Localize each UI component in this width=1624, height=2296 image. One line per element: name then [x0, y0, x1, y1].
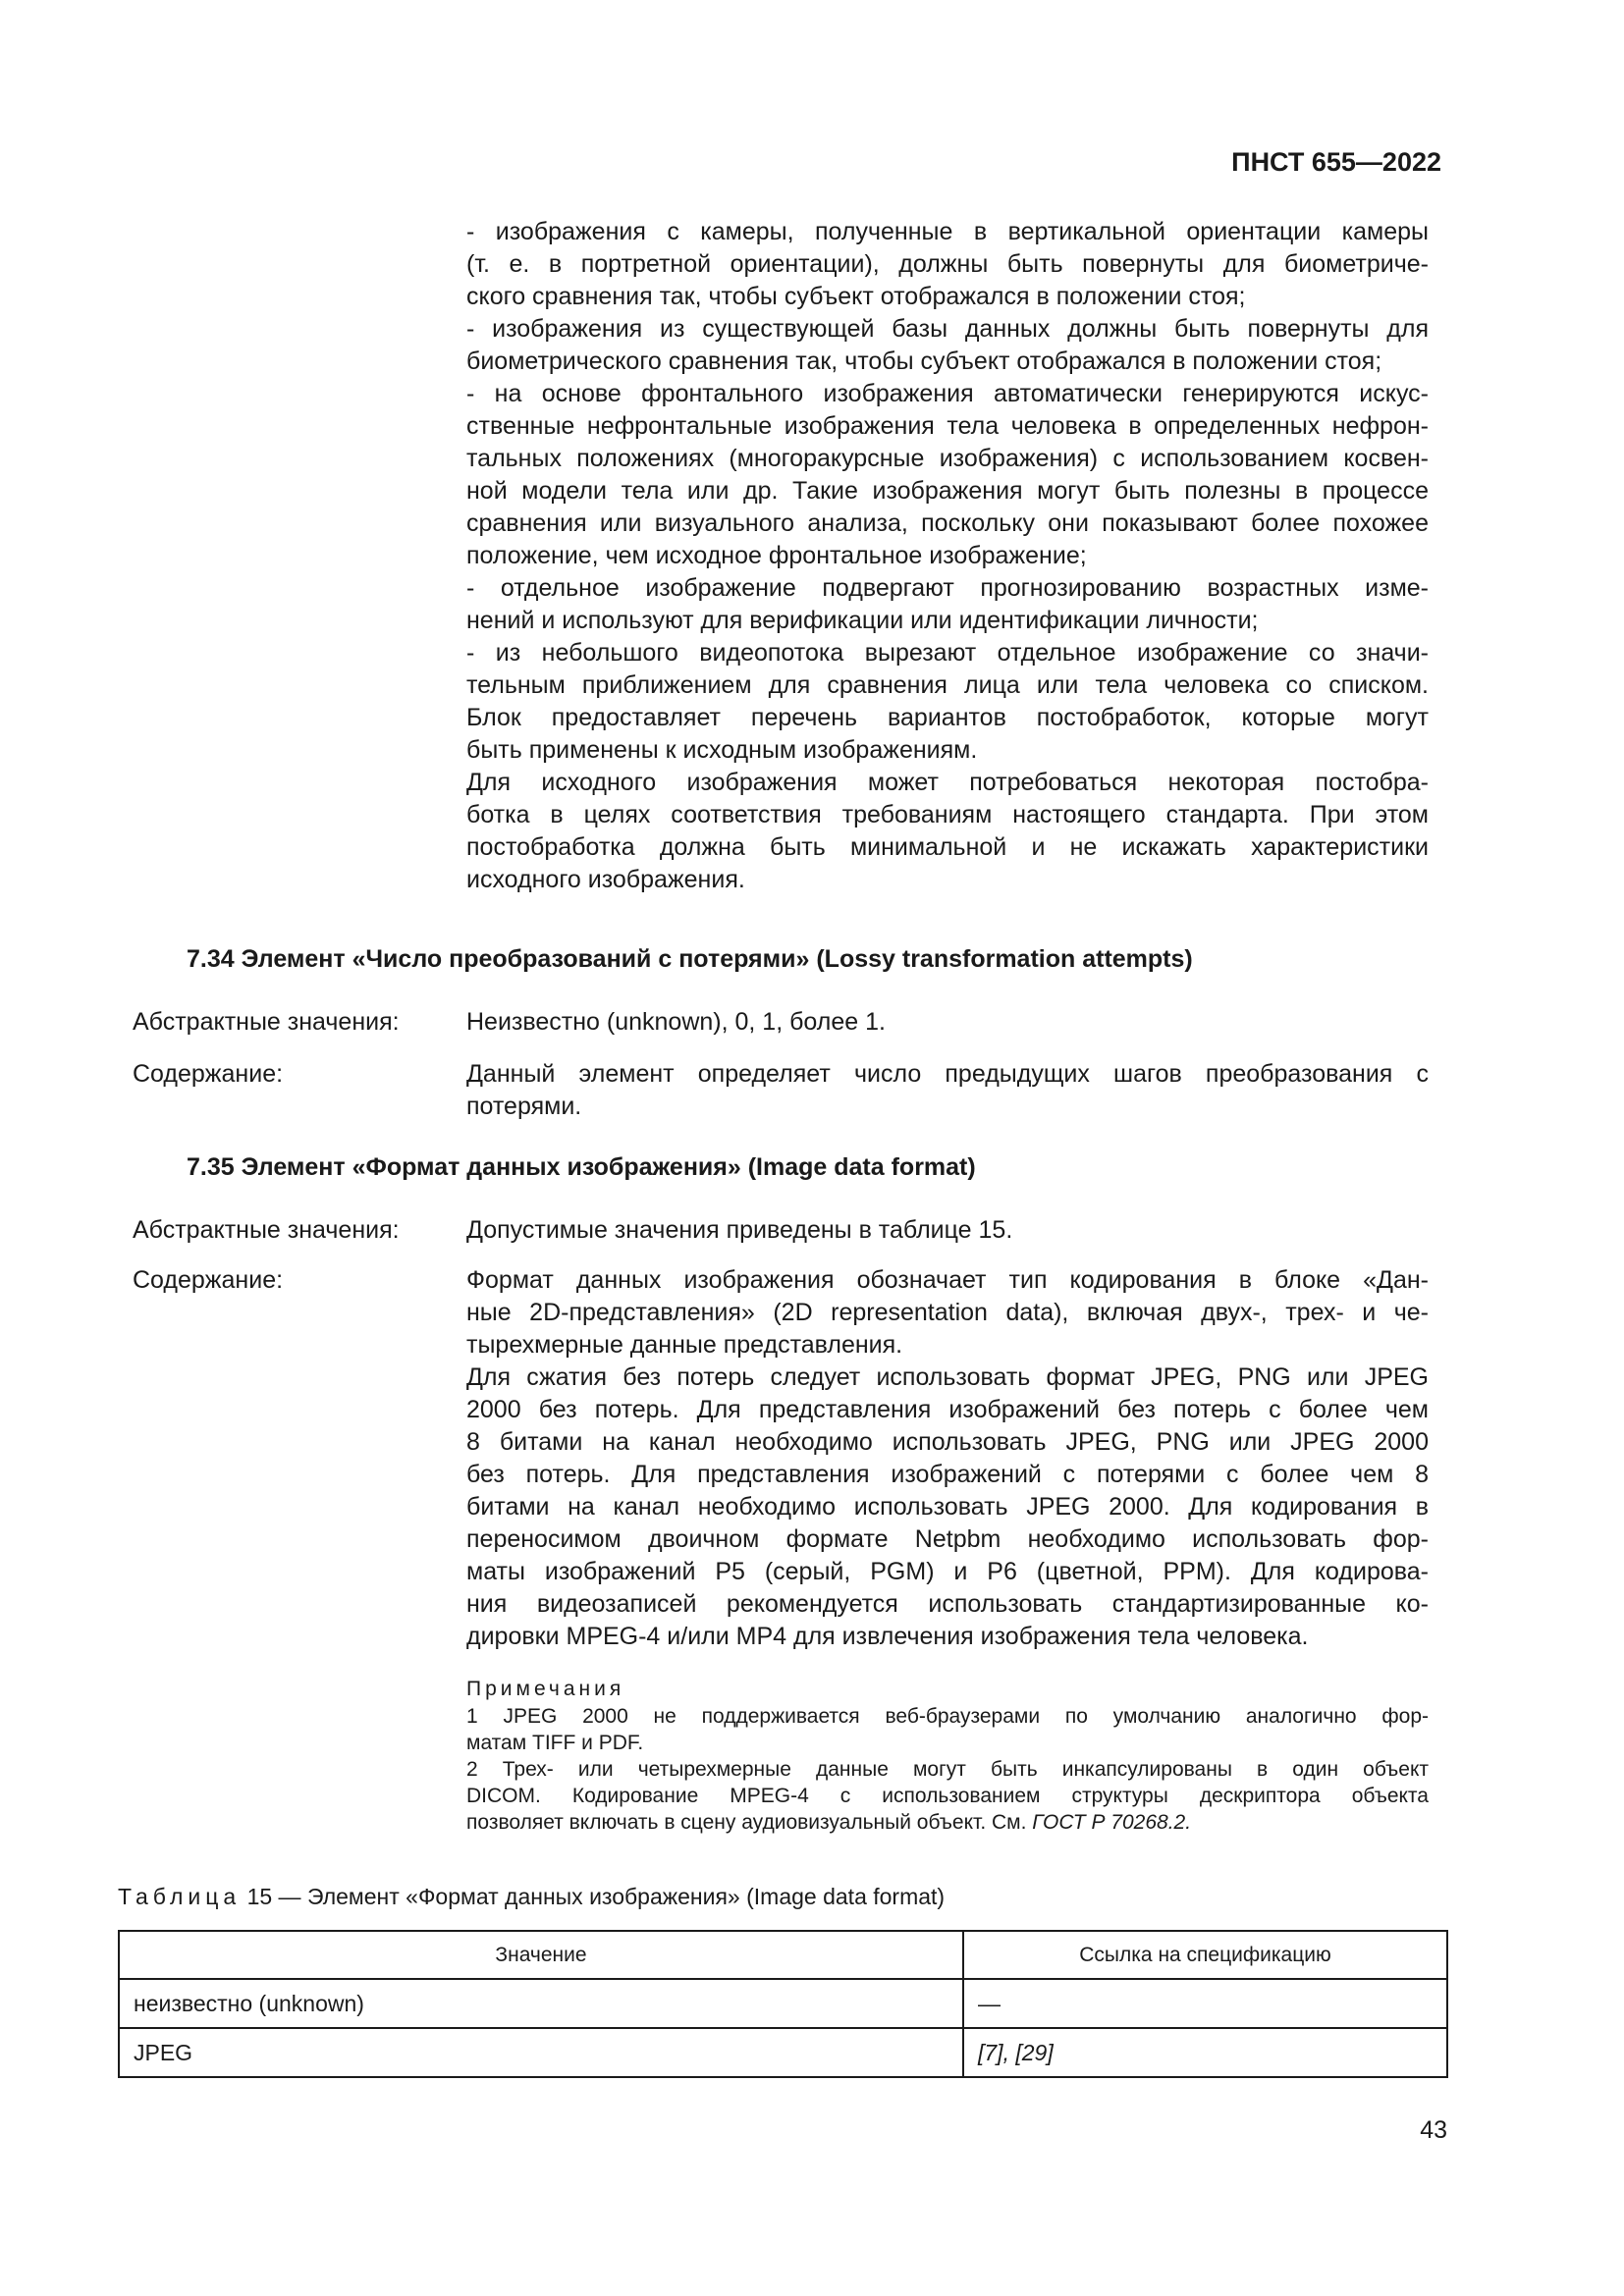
note-line: матам TIFF и PDF. [466, 1732, 644, 1754]
text-line: 8 битами на канал необходимо использовать JPEG, PNG или JPEG 2000 [466, 1428, 1429, 1456]
text-line: Данный элемент определяет число предыдущих шагов преобразования с [466, 1060, 1429, 1088]
text-line: Формат данных изображения обозначает тип кодирования в блоке «Дан- [466, 1266, 1429, 1294]
text-line: - на основе фронтального изображения автоматически генерируются искус- [466, 380, 1429, 407]
text-line: - отдельное изображение подвергают прогнозированию возрастных изме- [466, 574, 1429, 602]
text-line: - изображения из существующей базы данных должны быть повернуты для [466, 315, 1429, 343]
abstract-values-label: Абстрактные значения: [133, 1008, 400, 1036]
column-header-value: Значение [119, 1931, 963, 1979]
text-line: - из небольшого видеопотока вырезают отдельное изображение со значи- [466, 639, 1429, 667]
content-label: Содержание: [133, 1266, 284, 1294]
text-line: ния видеозаписей рекомендуется использовать стандартизированные ко- [466, 1590, 1429, 1618]
table-row [119, 1979, 1447, 2028]
text-line: положение, чем исходное фронтальное изображение; [466, 542, 1087, 569]
text-line: (т. е. в портретной ориентации), должны быть повернуты для биометриче- [466, 250, 1429, 278]
content-text [466, 1264, 1429, 1653]
column-header-reference: Ссылка на спецификацию [963, 1931, 1447, 1979]
table-caption [118, 1884, 945, 1910]
section-7-35-heading: 7.35 Элемент «Формат данных изображения» (Image data format) [187, 1153, 976, 1181]
abstract-values-text: Неизвестно (unknown), 0, 1, более 1. [466, 1008, 886, 1036]
text-line: тельным приближением для сравнения лица или тела человека со списком. [466, 671, 1429, 699]
notes-title: Примечания [466, 1678, 625, 1700]
note-line: 2 Трех- или четырехмерные данные могут быть инкапсулированы в один объект [466, 1758, 1429, 1781]
document-id: ПНСТ 655—2022 [1231, 147, 1441, 177]
text-line: Блок предоставляет перечень вариантов постобработок, которые могут [466, 704, 1429, 731]
text-line: сравнения или визуального анализа, поскольку они показывают более похожее [466, 509, 1429, 537]
text-line: исходного изображения. [466, 866, 745, 893]
abstract-values-label: Абстрактные значения: [133, 1216, 400, 1244]
text-line: потерями. [466, 1093, 582, 1120]
content-label: Содержание: [133, 1060, 284, 1088]
text-line: постобработка должна быть минимальной и не искажать характеристики [466, 833, 1429, 861]
section-7-34-heading: 7.34 Элемент «Число преобразований с потерями» (Lossy transformation attempts) [187, 945, 1193, 973]
image-data-format-table [118, 1930, 1448, 2078]
text-line: Для сжатия без потерь следует использовать формат JPEG, PNG или JPEG [466, 1363, 1429, 1391]
note-text: позволяет включать в сцену аудиовизуальный объект. См. [466, 1811, 1033, 1834]
text-line: ского сравнения так, чтобы субъект отображался в положении стоя; [466, 283, 1246, 310]
notes-block [466, 1676, 1429, 1836]
standard-reference: ГОСТ Р 70268.2. [1032, 1811, 1192, 1834]
text-line: тырехмерные данные представления. [466, 1331, 903, 1359]
text-line: битами на канал необходимо использовать JPEG 2000. Для кодирования в [466, 1493, 1429, 1521]
text-line: ственные нефронтальные изображения тела человека в определенных нефрон- [466, 412, 1429, 440]
text-line: переносимом двоичном формате Netpbm необходимо использовать фор- [466, 1525, 1429, 1553]
table-header-row [119, 1931, 1447, 1979]
text-line: ной модели тела или др. Такие изображения могут быть полезны в процессе [466, 477, 1429, 505]
text-line: 2000 без потерь. Для представления изображений без потерь с более чем [466, 1396, 1429, 1423]
table-cell-value: JPEG [119, 2028, 963, 2077]
page-number: 43 [1420, 2116, 1447, 2144]
note-line: 1 JPEG 2000 не поддерживается веб-браузерами по умолчанию аналогично фор- [466, 1705, 1429, 1728]
text-line: ботка в целях соответствия требованиям настоящего стандарта. При этом [466, 801, 1429, 828]
text-line: маты изображений P5 (серый, PGM) и P6 (цветной, PPM). Для кодирова- [466, 1558, 1429, 1585]
text-line: биометрического сравнения так, чтобы субъект отображался в положении стоя; [466, 347, 1382, 375]
table-cell-value: неизвестно (unknown) [119, 1979, 963, 2028]
text-line: Для исходного изображения может потребоваться некоторая постобра- [466, 769, 1429, 796]
table-row [119, 2028, 1447, 2077]
abstract-values-text: Допустимые значения приведены в таблице 15. [466, 1216, 1013, 1244]
note-line [466, 1809, 1429, 1836]
text-line: - изображения с камеры, полученные в вертикальной ориентации камеры [466, 218, 1429, 245]
text-line: нений и используют для верификации или идентификации личности; [466, 607, 1259, 634]
table-cell-reference: — [963, 1979, 1447, 2028]
text-line: дировки MPEG-4 и/или MP4 для извлечения изображения тела человека. [466, 1623, 1309, 1650]
text-line: тальных положениях (многоракурсные изображения) с использованием косвен- [466, 445, 1429, 472]
text-line: быть применены к исходным изображениям. [466, 736, 978, 764]
text-line: без потерь. Для представления изображений с потерями с более чем 8 [466, 1461, 1429, 1488]
table-caption-text: 15 — Элемент «Формат данных изображения» (Image data format) [246, 1884, 946, 1909]
table-caption-word: Таблица [118, 1884, 242, 1909]
text-line: ные 2D-представления» (2D representation data), включая двух-, трех- и че- [466, 1299, 1429, 1326]
content-text [466, 1058, 1429, 1123]
note-line: DICOM. Кодирование MPEG-4 с использованием структуры дескриптора объекта [466, 1785, 1429, 1807]
intro-paragraphs [466, 216, 1429, 896]
table-cell-reference: [7], [29] [963, 2028, 1447, 2077]
